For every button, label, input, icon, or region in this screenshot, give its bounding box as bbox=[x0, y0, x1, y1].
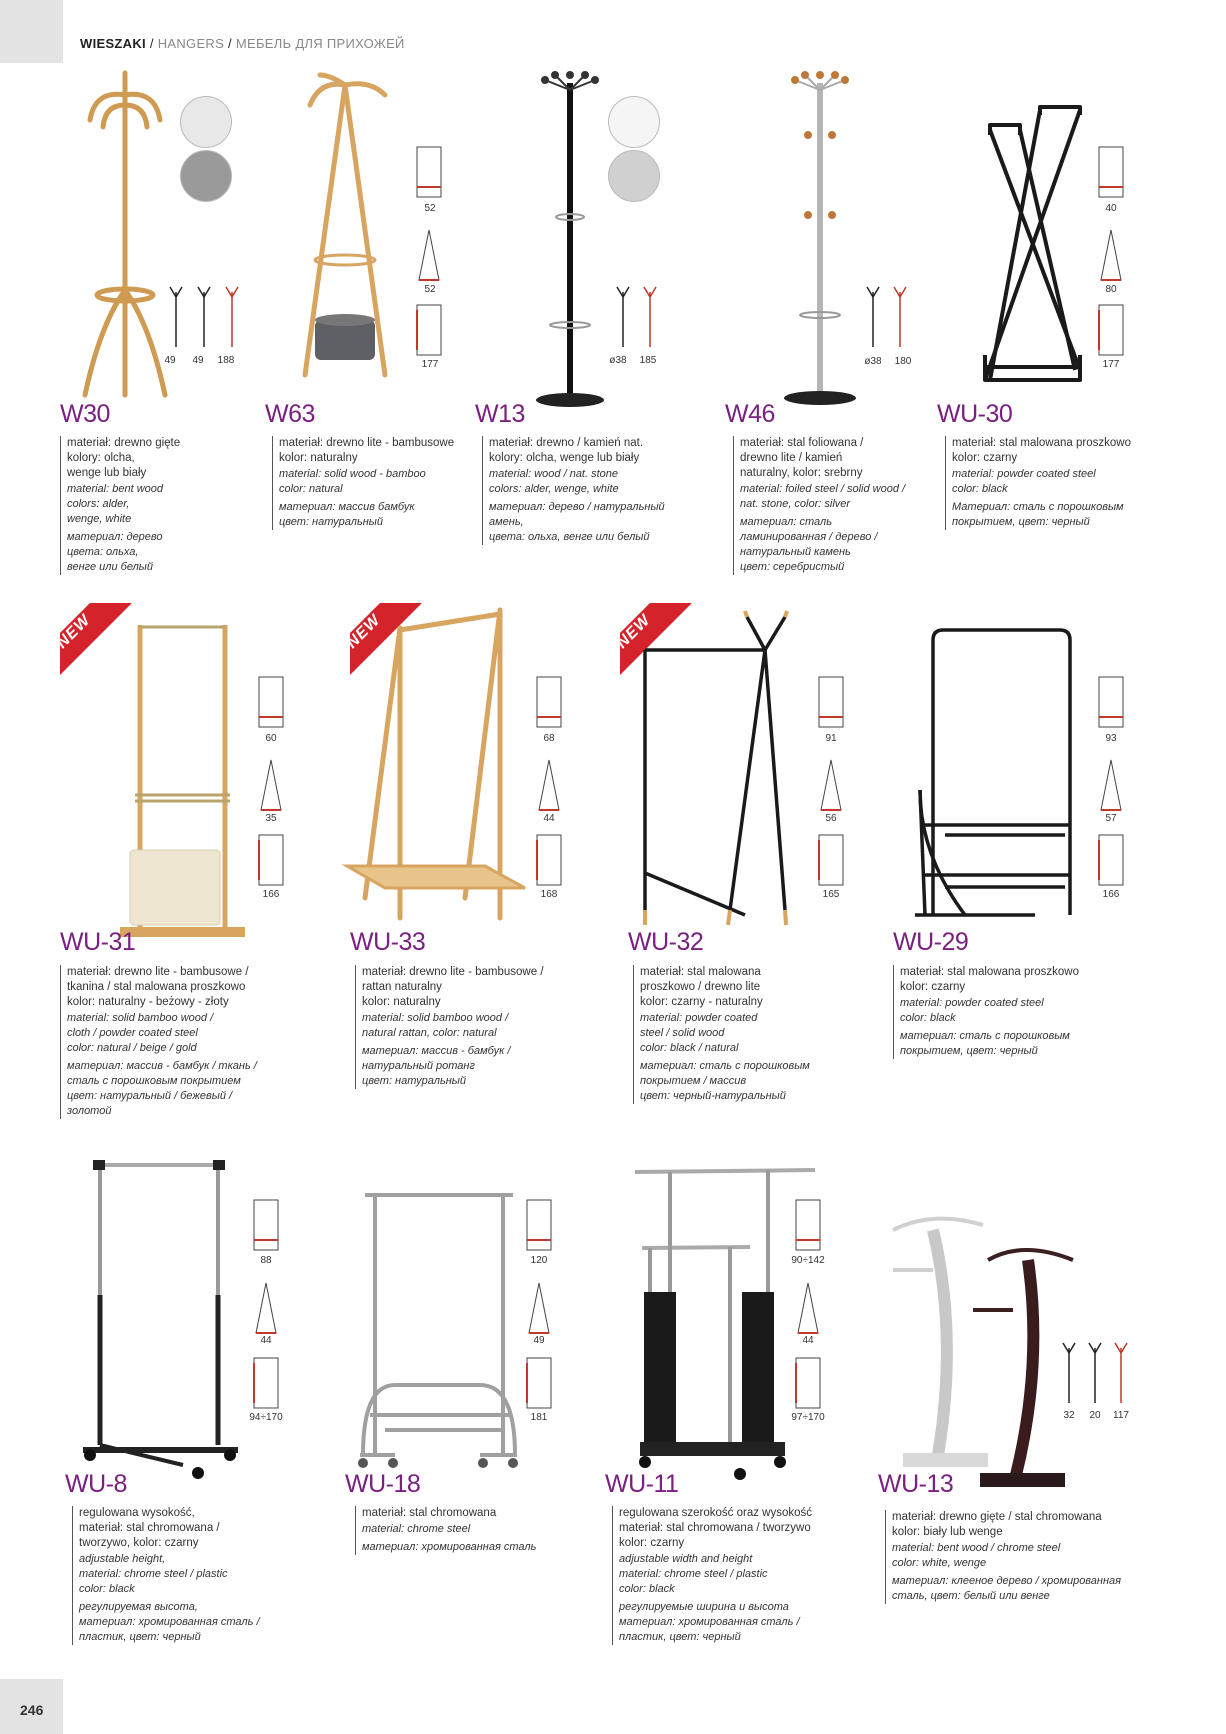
dimension-icons bbox=[257, 675, 287, 900]
dim-depth: 44 bbox=[260, 1335, 272, 1346]
product-description bbox=[72, 1506, 274, 1645]
dim-height: 177 bbox=[1102, 359, 1120, 370]
product-image bbox=[75, 65, 175, 400]
product-description bbox=[733, 436, 915, 575]
product-image bbox=[888, 1215, 1073, 1490]
dim-width: 52 bbox=[424, 203, 436, 214]
dim-depth: 35 bbox=[265, 813, 277, 824]
dim-width: 68 bbox=[543, 733, 555, 744]
description-en: material: solid wood - bamboo color: natural bbox=[279, 468, 426, 495]
dim-depth: 80 bbox=[1105, 284, 1117, 295]
description-pl: materiał: drewno gięte / stal chromowana kolor: biały lub wenge bbox=[892, 1511, 1102, 1538]
description-en: material: solid bamboo wood / natural rattan, color: natural bbox=[362, 1012, 509, 1039]
product-image bbox=[630, 1162, 820, 1482]
description-ru: материал: дерево / натуральный амень, цвета: ольха, венге или белый bbox=[489, 501, 665, 543]
dim-diameter: ø38 bbox=[609, 355, 627, 366]
description-en: material: wood / nat. stone colors: alder, wenge, white bbox=[489, 468, 619, 495]
dimension-set-icon bbox=[252, 1198, 282, 1423]
coat-stand-dim-icon bbox=[164, 282, 239, 352]
dimension-set-icon bbox=[1097, 145, 1127, 370]
description-en: adjustable width and height material: chrome steel / plastic color: black bbox=[619, 1553, 768, 1595]
description-pl: regulowana wysokość, materiał: stal chromowana / tworzywo, kolor: czarny bbox=[79, 1507, 220, 1549]
dimension-set-icon bbox=[525, 1198, 555, 1423]
description-ru: материал: массив - бамбук / ткань / сталь с порошковым покрытием цвет: натуральный / бежевый / золотой bbox=[67, 1060, 257, 1117]
dim-width: 60 bbox=[265, 733, 277, 744]
dim-width: 93 bbox=[1105, 733, 1117, 744]
product-code: WU-32 bbox=[628, 928, 704, 956]
description-ru: материал: массив - бамбук / натуральный ротанг цвет: натуральный bbox=[362, 1045, 511, 1087]
description-ru: материал: сталь с порошковым покрытием, цвет: черный bbox=[900, 1030, 1070, 1057]
description-pl: materiał: stal malowana proszkowo kolor: czarny bbox=[900, 966, 1079, 993]
dim-height: 117 bbox=[1113, 1410, 1129, 1421]
product-code: WU-8 bbox=[65, 1470, 127, 1498]
product-image bbox=[290, 75, 400, 385]
dimension-icons bbox=[613, 282, 663, 352]
product-code: W30 bbox=[60, 400, 110, 428]
valet-stand-dim-icon bbox=[1057, 1338, 1132, 1408]
header-title-ru: МЕБЕЛЬ ДЛЯ ПРИХОЖЕЙ bbox=[235, 36, 405, 51]
dimension-set-icon bbox=[794, 1198, 824, 1423]
badge-label: NEW bbox=[613, 611, 655, 652]
dim-depth: 44 bbox=[802, 1335, 814, 1346]
dim-depth: 52 bbox=[424, 284, 436, 295]
dim-depth: 49 bbox=[533, 1335, 545, 1346]
dim-width: 91 bbox=[825, 733, 837, 744]
color-swatch-wenge bbox=[180, 96, 232, 148]
product-code: WU-29 bbox=[893, 928, 969, 956]
coat-stand-dim-icon bbox=[613, 282, 663, 352]
dimension-set-icon bbox=[415, 145, 445, 370]
dimension-icons bbox=[794, 1198, 824, 1423]
description-en: material: powder coated steel / solid wood color: black / natural bbox=[640, 1012, 758, 1054]
description-pl: materiał: stal chromowana bbox=[362, 1507, 497, 1519]
dim-height: 166 bbox=[1102, 889, 1120, 900]
product-description bbox=[355, 965, 552, 1089]
product-description bbox=[60, 965, 267, 1119]
product-code: WU-13 bbox=[878, 1470, 954, 1498]
description-ru: материал: хромированная сталь bbox=[362, 1541, 537, 1553]
header-separator: / bbox=[224, 36, 236, 51]
dimension-icons bbox=[1097, 675, 1127, 900]
product-image bbox=[355, 1185, 520, 1480]
dim-depth: 20 bbox=[1089, 1410, 1101, 1421]
color-swatch-white bbox=[608, 96, 660, 148]
product-description bbox=[355, 1506, 552, 1555]
description-ru: регулируемая высота, материал: хромированная сталь / пластик, цвет: черный bbox=[79, 1601, 260, 1643]
product-code: WU-18 bbox=[345, 1470, 421, 1498]
dimension-icons bbox=[535, 675, 565, 900]
dimension-icons bbox=[817, 675, 847, 900]
dimension-set-icon bbox=[817, 675, 847, 900]
description-en: material: powder coated steel color: black bbox=[952, 468, 1096, 495]
corner-tab bbox=[0, 0, 63, 63]
dim-height: 181 bbox=[530, 1412, 548, 1423]
product-code: W13 bbox=[475, 400, 525, 428]
dim-depth: 44 bbox=[543, 813, 555, 824]
description-ru: материал: дерево цвета: ольха, венге или белый bbox=[67, 531, 163, 573]
description-ru: материал: сталь с порошковым покрытием / массив цвет: черный-натуральный bbox=[640, 1060, 810, 1102]
product-image bbox=[780, 75, 860, 410]
product-description bbox=[885, 1510, 1122, 1604]
dimension-icons bbox=[252, 1198, 282, 1423]
badge-label: NEW bbox=[343, 611, 385, 652]
dimension-icons bbox=[525, 1198, 555, 1423]
product-code: WU-11 bbox=[605, 1470, 679, 1498]
dimension-set-icon bbox=[1097, 675, 1127, 900]
dim-height: 177 bbox=[421, 359, 439, 370]
description-en: material: foiled steel / solid wood / nat. stone, color: silver bbox=[740, 483, 906, 510]
description-pl: regulowana szerokość oraz wysokość materiał: stal chromowana / tworzywo kolor: czarny bbox=[619, 1507, 813, 1549]
dim-depth: 49 bbox=[164, 355, 176, 366]
product-code: WU-33 bbox=[350, 928, 426, 956]
product-image bbox=[530, 75, 610, 410]
badge-label: NEW bbox=[53, 611, 95, 652]
product-image bbox=[905, 625, 1075, 920]
description-ru: материал: клееное дерево / хромированная сталь, цвет: белый или венге bbox=[892, 1575, 1122, 1602]
dim-height: 94÷170 bbox=[249, 1412, 283, 1423]
product-code: W63 bbox=[265, 400, 315, 428]
product-image bbox=[78, 1155, 243, 1480]
dim-height: 168 bbox=[540, 889, 558, 900]
description-en: material: powder coated steel color: black bbox=[900, 997, 1044, 1024]
dim-width: 40 bbox=[1105, 203, 1117, 214]
description-pl: materiał: drewno lite - bambusowe / tkanina / stal malowana proszkowo kolor: naturalny - beżowy - złoty bbox=[67, 966, 249, 1008]
dimension-icons bbox=[1097, 145, 1127, 370]
description-pl: materiał: drewno lite - bambusowe / rattan naturalny kolor: naturalny bbox=[362, 966, 544, 1008]
description-en: material: bent wood / chrome steel color: white, wenge bbox=[892, 1542, 1061, 1569]
description-pl: materiał: stal malowana proszkowo / drewno lite kolor: czarny - naturalny bbox=[640, 966, 763, 1008]
dim-height: 97÷170 bbox=[791, 1412, 825, 1423]
header-title-en: HANGERS bbox=[157, 36, 225, 51]
dimension-icons bbox=[164, 282, 239, 352]
coat-stand-dim-icon bbox=[863, 282, 913, 352]
product-image bbox=[345, 608, 530, 928]
color-swatch-alder bbox=[608, 150, 660, 202]
page-number: 246 bbox=[20, 1702, 44, 1718]
dim-depth: 57 bbox=[1105, 813, 1117, 824]
dimension-icons bbox=[415, 145, 445, 370]
description-ru: материал: сталь ламинированная / дерево / натуральный камень цвет: серебристый bbox=[740, 516, 878, 573]
description-en: material: solid bamboo wood / cloth / powder coated steel color: natural / beige / gold bbox=[67, 1012, 214, 1054]
dim-height: 185 bbox=[639, 355, 657, 366]
color-swatch-white bbox=[180, 150, 232, 202]
dim-height: 166 bbox=[262, 889, 280, 900]
description-pl: materiał: drewno gięte kolory: olcha, wenge lub biały bbox=[67, 437, 181, 479]
description-ru: регулируемые ширина и высота материал: хромированная сталь / пластик, цвет: черный bbox=[619, 1601, 800, 1643]
product-description bbox=[945, 436, 1152, 530]
dimension-icons bbox=[1057, 1338, 1132, 1408]
product-image bbox=[635, 615, 795, 930]
dim-diameter: ø38 bbox=[864, 356, 882, 367]
product-description bbox=[482, 436, 689, 545]
description-ru: Материал: сталь с порошковым покрытием, цвет: черный bbox=[952, 501, 1124, 528]
header-separator: / bbox=[145, 36, 158, 51]
dimension-icons bbox=[863, 282, 913, 352]
description-en: adjustable height, material: chrome steel / plastic color: black bbox=[79, 1553, 228, 1595]
description-pl: materiał: drewno lite - bambusowe kolor: naturalny bbox=[279, 437, 455, 464]
dim-height: 188 bbox=[217, 355, 235, 366]
product-code: WU-31 bbox=[60, 928, 136, 956]
product-description bbox=[60, 436, 207, 575]
dim-height: 180 bbox=[894, 356, 912, 367]
dim-height: 165 bbox=[822, 889, 840, 900]
dim-depth: 56 bbox=[825, 813, 837, 824]
dim-width: 88 bbox=[260, 1255, 272, 1266]
description-en: material: bent wood colors: alder, wenge, white bbox=[67, 483, 163, 525]
dimension-set-icon bbox=[535, 675, 565, 900]
description-en: material: chrome steel bbox=[362, 1523, 471, 1535]
dim-width: 120 bbox=[530, 1255, 548, 1266]
dimension-set-icon bbox=[257, 675, 287, 900]
description-pl: materiał: drewno / kamień nat. kolory: olcha, wenge lub biały bbox=[489, 437, 644, 464]
dim-width: 32 bbox=[1063, 1410, 1075, 1421]
product-code: W46 bbox=[725, 400, 775, 428]
dim-width: 49 bbox=[192, 355, 204, 366]
product-image bbox=[120, 615, 245, 945]
product-description bbox=[272, 436, 464, 530]
product-description bbox=[612, 1506, 829, 1645]
product-description bbox=[633, 965, 830, 1104]
breadcrumb bbox=[80, 36, 405, 51]
description-pl: materiał: stal foliowana / drewno lite / kamień naturalny, kolor: srebrny bbox=[740, 437, 864, 479]
description-pl: materiał: stal malowana proszkowo kolor: czarny bbox=[952, 437, 1131, 464]
product-code: WU-30 bbox=[937, 400, 1013, 428]
header-title-pl: WIESZAKI bbox=[80, 36, 146, 51]
description-ru: материал: массив бамбук цвет: натуральный bbox=[279, 501, 415, 528]
dim-width: 90÷142 bbox=[791, 1255, 825, 1266]
product-description bbox=[893, 965, 1100, 1059]
product-image bbox=[980, 105, 1085, 385]
